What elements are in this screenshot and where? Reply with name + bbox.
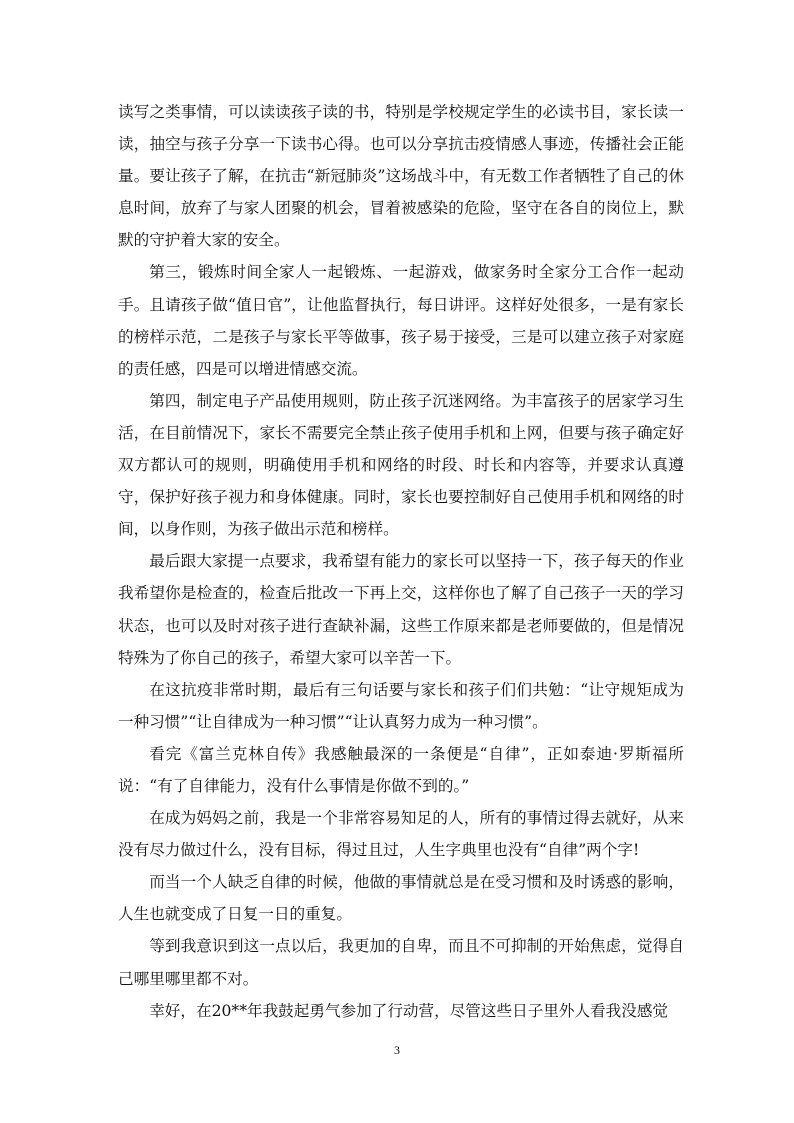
paragraph-realization: 等到我意识到这一点以后，我更加的自卑，而且不可抑制的开始焦虑，觉得自己哪里哪里都不对。 [118, 937, 684, 988]
paragraph-before-mother: 在成为妈妈之前，我是一个非常容易知足的人，所有的事情过得去就好，从来没有尽力做过什么，没有目标，得过且过，人生字典里也没有“自律”两个字! [118, 809, 684, 860]
paragraph-third: 第三，锻炼时间全家人一起锻炼、一起游戏，做家务时全家分工合作一起动手。且请孩子做“值日官”，让他监督执行，每日讲评。这样好处很多，一是有家长的榜样示范，二是孩子与家长平等做事，孩子易于接受，三是可以建立孩子对家庭的责任感，四是可以增进情感交流。 [118, 263, 684, 378]
document-body [118, 96, 684, 1027]
page-number: 3 [394, 1043, 400, 1057]
paragraph-fortunately: 幸好，在20**年我鼓起勇气参加了行动营，尽管这些日子里外人看我没感觉 [149, 1001, 669, 1020]
paragraph-reading: 读写之类事情，可以读读孩子读的书，特别是学校规定学生的必读书目，家长读一读，抽空与孩子分享一下读书心得。也可以分享抗击疫情感人事迹，传播社会正能量。要让孩子了解，在抗击“新冠肺炎”这场战斗中，有无数工作者牺牲了自己的休息时间，放弃了与家人团聚的机会，冒着被感染的危险，坚守在各自的岗位上，默默的守护着大家的安全。 [118, 103, 684, 250]
paragraph-request: 最后跟大家提一点要求，我希望有能力的家长可以坚持一下，孩子每天的作业我希望你是检查的，检查后批改一下再上交，这样你也了解了自己孩子一天的学习状态，也可以及时对孩子进行查缺补漏，这些工作原来都是老师要做的，但是情况特殊为了你自己的孩子，希望大家可以辛苦一下。 [118, 552, 684, 667]
paragraph-lack-discipline: 而当一个人缺乏自律的时候，他做的事情就总是在受习惯和及时诱惑的影响，人生也就变成了日复一日的重复。 [118, 873, 684, 924]
paragraph-motto: 在这抗疫非常时期，最后有三句话要与家长和孩子们们共勉：“让守规矩成为一种习惯”“让自律成为一种习惯”“让认真努力成为一种习惯”。 [118, 680, 684, 731]
paragraph-fourth: 第四，制定电子产品使用规则，防止孩子沉迷网络。为丰富孩子的居家学习生活，在目前情况下，家长不需要完全禁止孩子使用手机和上网，但要与孩子确定好双方都认可的规则，明确使用手机和网络的时段、时长和内容等，并要求认真遵守，保护好孩子视力和身体健康。同时，家长也要控制好自己使用手机和网络的时间，以身作则，为孩子做出示范和榜样。 [118, 391, 684, 539]
paragraph-franklin: 看完《富兰克林自传》我感触最深的一条便是“自律”，正如泰迪·罗斯福所说：“有了自律能力，没有什么事情是你做不到的。” [118, 744, 684, 795]
